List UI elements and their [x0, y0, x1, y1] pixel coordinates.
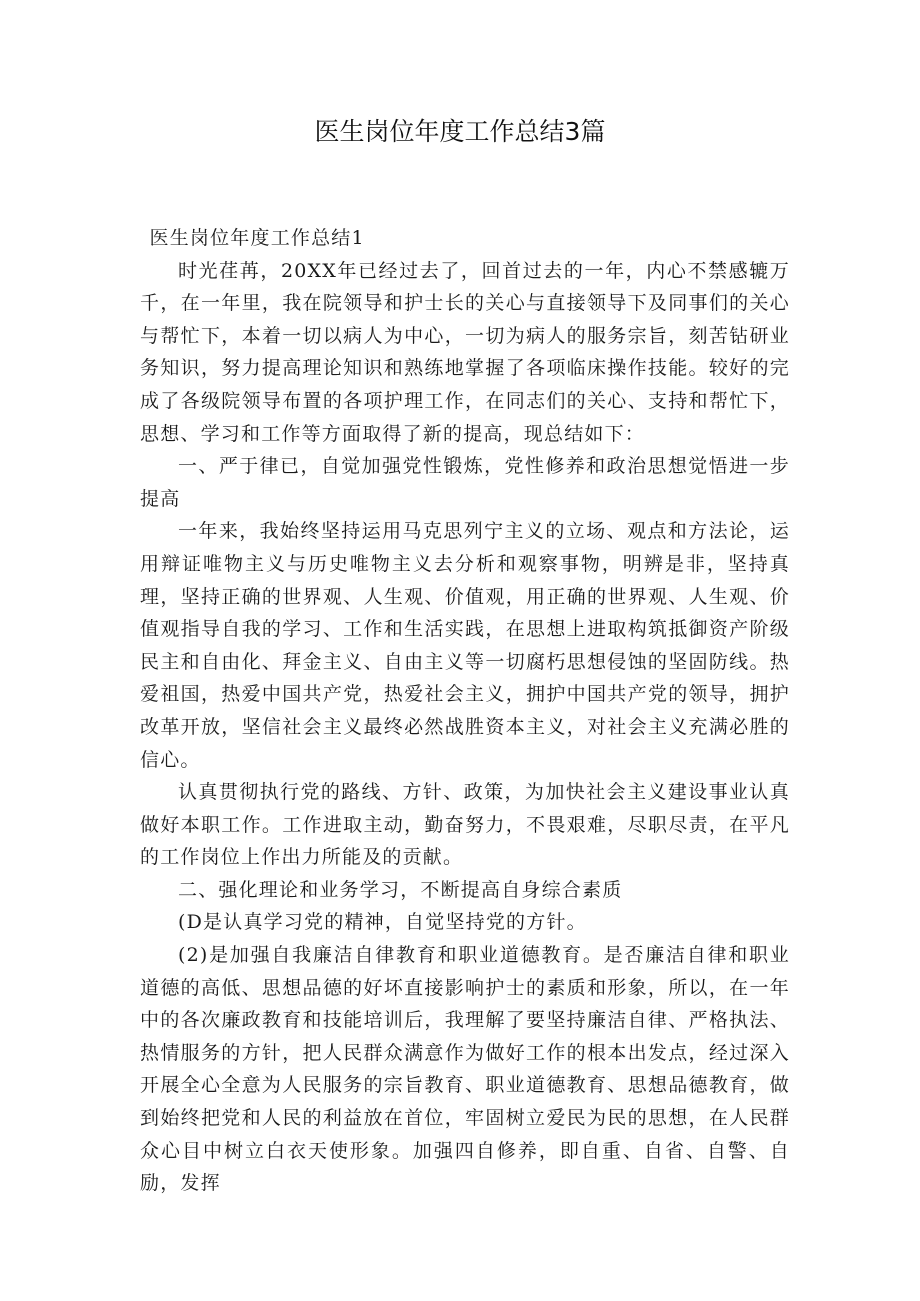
paragraph: 一年来，我始终坚持运用马克思列宁主义的立场、观点和方法论，运用辩证唯物主义与历史唯物主义去分析和观察事物，明辨是非，坚持真理，坚持正确的世界观、人生观、价值观，用正确的世界观、人生观、价值观指导自我的学习、工作和生活实践，在思想上进取构筑抵御资产阶级民主和自由化、拜金主义、自由主义等一切腐朽思想侵蚀的坚固防线。热爱祖国，热爱中国共产党，热爱社会主义，拥护中国共产党的领导，拥护改革开放，坚信社会主义最终必然战胜资本主义，对社会主义充满必胜的信心。 [140, 520, 790, 771]
paragraph: (2)是加强自我廉洁自律教育和职业道德教育。是否廉洁自律和职业道德的高低、思想品德的好坏直接影响护士的素质和形象，所以，在一年中的各次廉政教育和技能培训后，我理解了要坚持廉洁自律、严格执法、热情服务的方针，把人民群众满意作为做好工作的根本出发点，经过深入开展全心全意为人民服务的宗旨教育、职业道德教育、思想品德教育，做到始终把党和人民的利益放在首位，牢固树立爱民为民的思想，在人民群众心目中树立白衣天使形象。加强四自修养，即自重、自省、自警、自励，发挥 [140, 944, 790, 1195]
paragraph-heading: 一、严于律已，自觉加强党性锻炼，党性修养和政治思想觉悟进一步提高 [140, 455, 790, 510]
section-heading: 医生岗位年度工作总结1 [149, 227, 365, 249]
paragraph-heading: 二、强化理论和业务学习，不断提高自身综合素质 [178, 878, 623, 901]
paragraph: 时光荏苒，20XX年已经过去了，回首过去的一年，内心不禁感辘万千，在一年里，我在院领导和护士长的关心与直接领导下及同事们的关心与帮忙下，本着一切以病人为中心，一切为病人的服务宗旨，刻苦钻研业务知识，努力提高理论知识和熟练地掌握了各项临床操作技能。较好的完成了各级院领导布置的各项护理工作，在同志们的关心、支持和帮忙下，思想、学习和工作等方面取得了新的提高，现总结如下： [140, 259, 790, 445]
paragraph: (D是认真学习党的精神，自觉坚持党的方针。 [178, 911, 587, 934]
document-title: 医生岗位年度工作总结3篇 [314, 117, 606, 146]
paragraph: 认真贯彻执行党的路线、方针、政策，为加快社会主义建设事业认真做好本职工作。工作进取主动，勤奋努力，不畏艰难，尽职尽责，在平凡的工作岗位上作出力所能及的贡献。 [140, 781, 790, 869]
document-body [140, 222, 790, 1200]
